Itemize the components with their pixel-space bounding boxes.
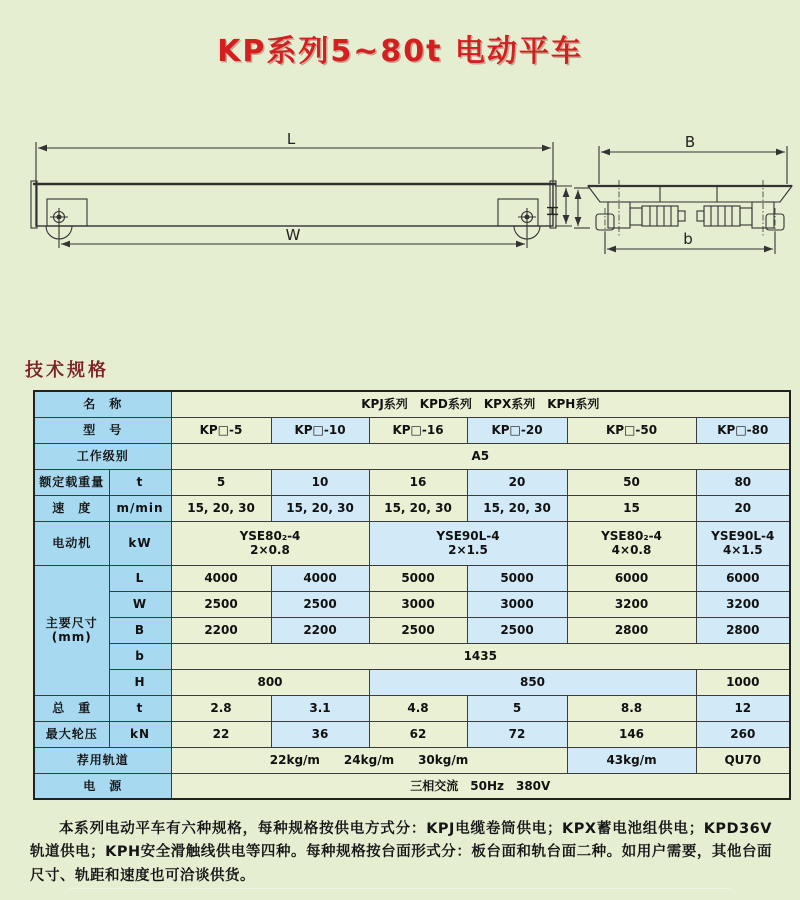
table-row-dim-L bbox=[34, 565, 790, 591]
cell-dimW-1: 2500 bbox=[171, 591, 271, 617]
cell-power-supply: 三相交流 50Hz 380V bbox=[171, 773, 790, 799]
row-label-motor: 电动机 bbox=[34, 521, 109, 565]
cell-model-5: KP□-50 bbox=[567, 417, 696, 443]
cell-pressure-5: 146 bbox=[567, 721, 696, 747]
cell-load-6: 80 bbox=[696, 469, 790, 495]
cell-dimW-3: 3000 bbox=[369, 591, 467, 617]
cell-pressure-1: 22 bbox=[171, 721, 271, 747]
cell-motor-1 bbox=[171, 521, 369, 565]
cell-dimB-5: 2800 bbox=[567, 617, 696, 643]
row-label-load: 额定载重量 bbox=[34, 469, 109, 495]
technical-drawing bbox=[0, 128, 800, 278]
table-row-weight bbox=[34, 695, 790, 721]
cell-weight-6: 12 bbox=[696, 695, 790, 721]
row-label-duty: 工作级别 bbox=[34, 443, 171, 469]
dims-unit: (mm) bbox=[51, 630, 92, 644]
table-row-dim-W bbox=[34, 591, 790, 617]
cell-weight-1: 2.8 bbox=[171, 695, 271, 721]
row-label-model: 型 号 bbox=[34, 417, 171, 443]
motor-power: 4×0.8 bbox=[611, 543, 652, 557]
cell-dimW-5: 3200 bbox=[567, 591, 696, 617]
cell-dimW-2: 2500 bbox=[271, 591, 369, 617]
cell-speed-2: 15, 20, 30 bbox=[271, 495, 369, 521]
row-unit-weight: t bbox=[109, 695, 171, 721]
cell-dimB-1: 2200 bbox=[171, 617, 271, 643]
dim-label-H: H bbox=[544, 205, 562, 217]
side-view bbox=[31, 142, 572, 248]
cell-load-5: 50 bbox=[567, 469, 696, 495]
cell-rail-2: 43kg/m bbox=[567, 747, 696, 773]
cell-speed-5: 15 bbox=[567, 495, 696, 521]
cell-dimL-1: 4000 bbox=[171, 565, 271, 591]
cell-name-series: KPJ系列 KPD系列 KPX系列 KPH系列 bbox=[171, 391, 790, 417]
cell-motor-4 bbox=[696, 521, 790, 565]
cell-model-1: KP□-5 bbox=[171, 417, 271, 443]
row-unit-load: t bbox=[109, 469, 171, 495]
cell-duty-class: A5 bbox=[171, 443, 790, 469]
cell-dimB-2: 2200 bbox=[271, 617, 369, 643]
cell-dimL-5: 6000 bbox=[567, 565, 696, 591]
row-unit-motor: kW bbox=[109, 521, 171, 565]
table-row-model bbox=[34, 417, 790, 443]
cell-model-4: KP□-20 bbox=[467, 417, 567, 443]
dim-label-B: B bbox=[684, 133, 696, 151]
cell-dimW-6: 3200 bbox=[696, 591, 790, 617]
cell-load-4: 20 bbox=[467, 469, 567, 495]
cell-pressure-4: 72 bbox=[467, 721, 567, 747]
cell-dimL-6: 6000 bbox=[696, 565, 790, 591]
cell-weight-2: 3.1 bbox=[271, 695, 369, 721]
row-unit-dim-B: B bbox=[109, 617, 171, 643]
row-label-name: 名 称 bbox=[34, 391, 171, 417]
cell-dimL-2: 4000 bbox=[271, 565, 369, 591]
table-row-pressure bbox=[34, 721, 790, 747]
cell-rail-3: QU70 bbox=[696, 747, 790, 773]
row-unit-dim-b: b bbox=[109, 643, 171, 669]
motor-type: YSE80₂-4 bbox=[601, 528, 662, 543]
table-row-power bbox=[34, 773, 790, 799]
cell-model-2: KP□-10 bbox=[271, 417, 369, 443]
cell-speed-3: 15, 20, 30 bbox=[369, 495, 467, 521]
cell-dimH-3: 1000 bbox=[696, 669, 790, 695]
dim-label-L: L bbox=[286, 130, 296, 148]
motor-power: 4×1.5 bbox=[722, 543, 763, 557]
row-unit-speed: m/min bbox=[109, 495, 171, 521]
cell-dimb: 1435 bbox=[171, 643, 790, 669]
cell-dimH-2: 850 bbox=[369, 669, 696, 695]
cell-dimL-3: 5000 bbox=[369, 565, 467, 591]
cell-dimB-3: 2500 bbox=[369, 617, 467, 643]
table-row-dim-H bbox=[34, 669, 790, 695]
motor-power: 2×1.5 bbox=[448, 543, 488, 557]
motor-type: YSE90L-4 bbox=[711, 528, 775, 543]
row-label-speed: 速 度 bbox=[34, 495, 109, 521]
dim-label-b: b bbox=[683, 230, 693, 248]
cell-pressure-3: 62 bbox=[369, 721, 467, 747]
row-label-rail: 荐用轨道 bbox=[34, 747, 171, 773]
cell-dimW-4: 3000 bbox=[467, 591, 567, 617]
cell-dimB-4: 2500 bbox=[467, 617, 567, 643]
cell-load-3: 16 bbox=[369, 469, 467, 495]
cell-dimL-4: 5000 bbox=[467, 565, 567, 591]
cell-speed-1: 15, 20, 30 bbox=[171, 495, 271, 521]
cell-weight-5: 8.8 bbox=[567, 695, 696, 721]
row-unit-dim-W: W bbox=[109, 591, 171, 617]
cell-model-3: KP□-16 bbox=[369, 417, 467, 443]
row-unit-dim-L: L bbox=[109, 565, 171, 591]
row-label-power: 电 源 bbox=[34, 773, 171, 799]
cell-dimB-6: 2800 bbox=[696, 617, 790, 643]
table-row-dim-b bbox=[34, 643, 790, 669]
section-title: 技术规格 bbox=[25, 360, 109, 381]
row-label-dims bbox=[34, 565, 109, 695]
cell-weight-4: 5 bbox=[467, 695, 567, 721]
cell-speed-4: 15, 20, 30 bbox=[467, 495, 567, 521]
table-row-speed bbox=[34, 495, 790, 521]
cell-motor-3 bbox=[567, 521, 696, 565]
table-row-duty bbox=[34, 443, 790, 469]
cell-pressure-6: 260 bbox=[696, 721, 790, 747]
motor-type: YSE90L-4 bbox=[436, 528, 500, 543]
table-row-load bbox=[34, 469, 790, 495]
cell-dimH-1: 800 bbox=[171, 669, 369, 695]
footer-note: 本系列电动平车有六种规格，每种规格按供电方式分：KPJ电缆卷筒供电；KPX蓄电池组供电；KPD36V轨道供电；KPH安全滑触线供电等四种。每种规格按台面形式分：板台面和轨台面二种。如用户需要，其他台面尺寸、轨距和速度也可洽谈供货。 bbox=[30, 821, 772, 884]
table-row-rail bbox=[34, 747, 790, 773]
divider bbox=[70, 888, 730, 889]
table-row-name bbox=[34, 391, 790, 417]
dim-label-W: W bbox=[285, 226, 301, 244]
row-label-weight: 总 重 bbox=[34, 695, 109, 721]
cell-load-2: 10 bbox=[271, 469, 369, 495]
dims-label: 主要尺寸 bbox=[45, 615, 98, 630]
motor-power: 2×0.8 bbox=[250, 543, 290, 557]
cell-rail-1: 22kg/m 24kg/m 30kg/m bbox=[171, 747, 567, 773]
cell-model-6: KP□-80 bbox=[696, 417, 790, 443]
page-title: KP系列5~80t 电动平车 bbox=[217, 34, 583, 69]
cell-load-1: 5 bbox=[171, 469, 271, 495]
row-label-pressure: 最大轮压 bbox=[34, 721, 109, 747]
cell-speed-6: 20 bbox=[696, 495, 790, 521]
spec-table bbox=[33, 390, 791, 800]
motor-type: YSE80₂-4 bbox=[239, 528, 301, 543]
cell-motor-2 bbox=[369, 521, 567, 565]
cell-weight-3: 4.8 bbox=[369, 695, 467, 721]
row-unit-pressure: kN bbox=[109, 721, 171, 747]
row-unit-dim-H: H bbox=[109, 669, 171, 695]
table-row-dim-B bbox=[34, 617, 790, 643]
table-row-motor bbox=[34, 521, 790, 565]
cell-pressure-2: 36 bbox=[271, 721, 369, 747]
